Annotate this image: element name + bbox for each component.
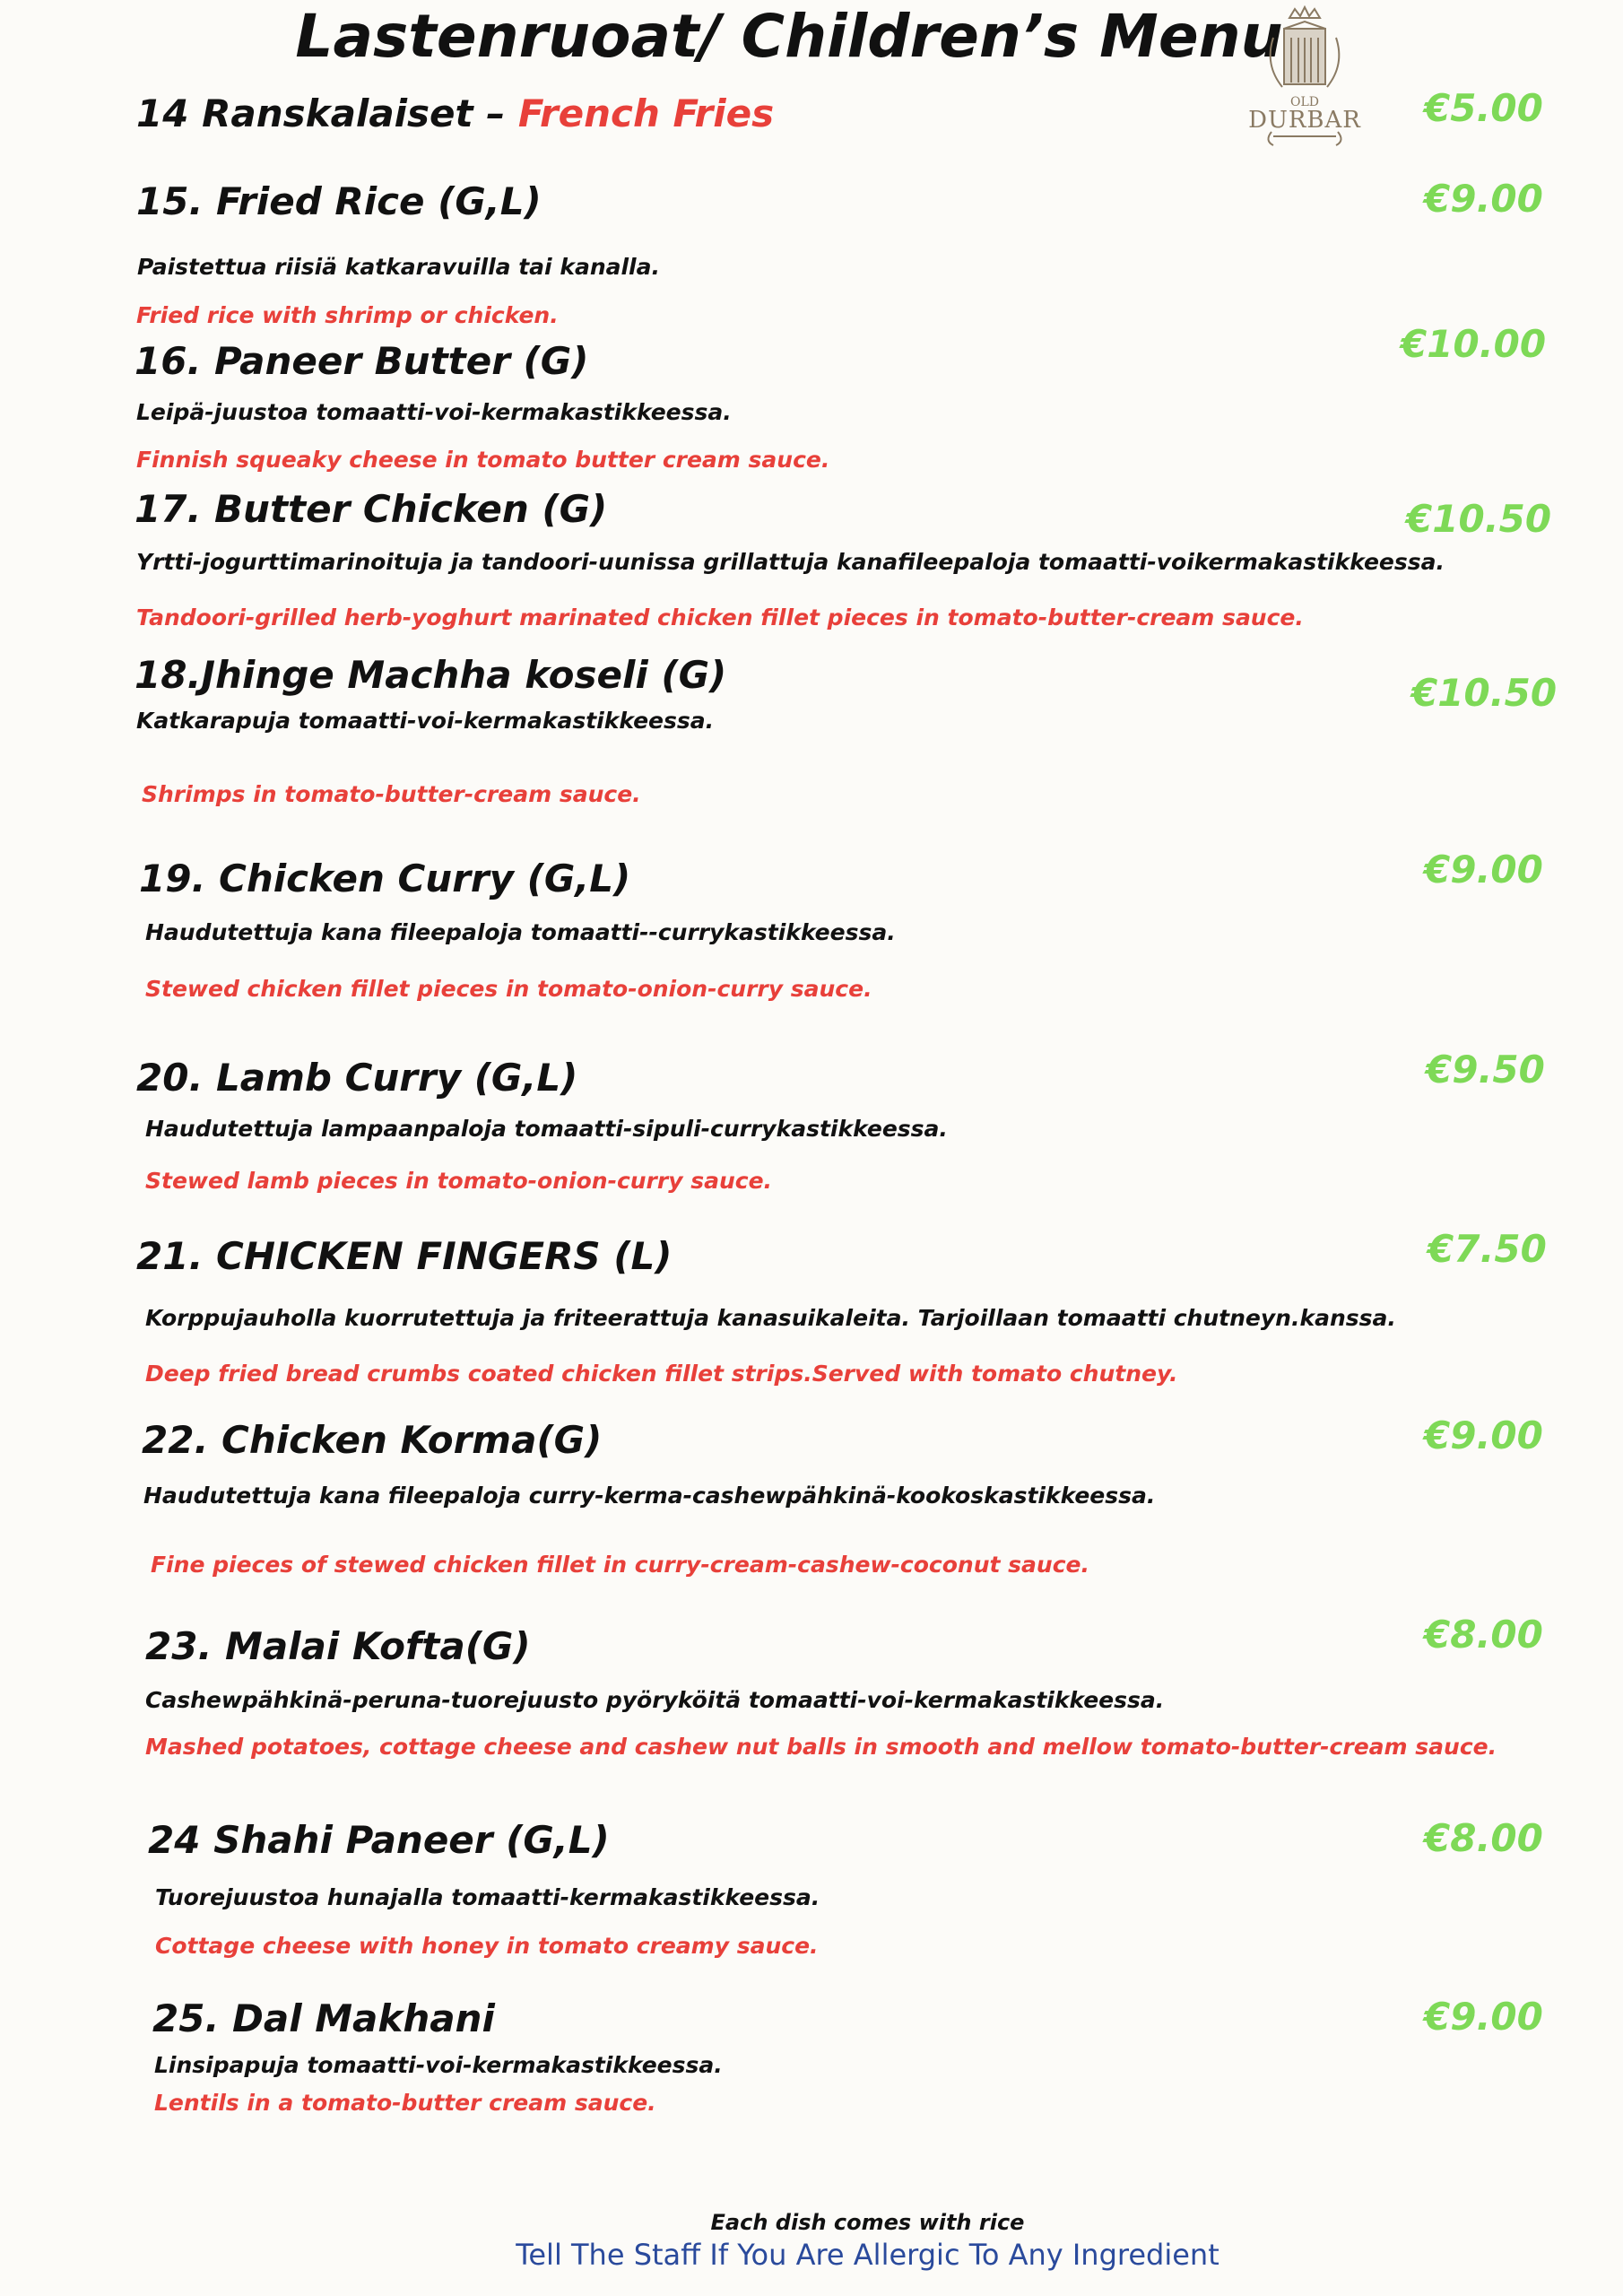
item-description-en: Lentils in a tomato-butter cream sauce. xyxy=(154,2090,656,2116)
item-description-en: Stewed lamb pieces in tomato-onion-curry sauce. xyxy=(145,1168,773,1194)
item-price: €9.00 xyxy=(1424,1413,1543,1457)
item-price: €10.50 xyxy=(1406,497,1552,541)
item-description-en: Cottage cheese with honey in tomato creamy sauce. xyxy=(155,1933,819,1959)
item-description-fi: Korppujauholla kuorrutettuja ja friteerattuja kanasuikaleita. Tarjoillaan tomaatti chutneyn.kanssa. xyxy=(145,1305,1396,1331)
restaurant-logo xyxy=(1246,2,1363,154)
item-price: €5.00 xyxy=(1424,86,1543,130)
item-description-en: Mashed potatoes, cottage cheese and cashew nut balls in smooth and mellow tomato-butter-cream sauce. xyxy=(145,1734,1497,1760)
item-description-fi: Paistettua riisiä katkaravuilla tai kanalla. xyxy=(137,254,660,280)
item-price: €9.00 xyxy=(1424,1995,1543,2039)
allergy-note: Tell The Staff If You Are Allergic To Any Ingredient xyxy=(516,2238,1219,2272)
item-price: €9.50 xyxy=(1426,1048,1545,1091)
item-description-en: Fine pieces of stewed chicken fillet in curry-cream-cashew-coconut sauce. xyxy=(151,1552,1089,1578)
item-description-fi: Leipä-juustoa tomaatti-voi-kermakastikkeessa. xyxy=(136,399,732,425)
item-price: €9.00 xyxy=(1424,848,1543,891)
item-description-en: Fried rice with shrimp or chicken. xyxy=(136,302,559,328)
item-name: 17. Butter Chicken (G) xyxy=(135,487,608,531)
item-name-fi: 14 Ranskalaiset – xyxy=(136,91,518,135)
rice-note: Each dish comes with rice xyxy=(710,2210,1025,2235)
item-name: 22. Chicken Korma(G) xyxy=(142,1418,603,1462)
item-name: 25. Dal Makhani xyxy=(152,1996,495,2040)
item-description-fi: Linsipapuja tomaatti-voi-kermakastikkeessa. xyxy=(154,2052,723,2078)
item-price: €10.50 xyxy=(1411,671,1558,715)
item-description-fi: Haudutettuja kana fileepaloja curry-kerma-cashewpähkinä-kookoskastikkeessa. xyxy=(143,1483,1156,1509)
item-price: €10.00 xyxy=(1401,322,1547,366)
item-name xyxy=(136,91,774,135)
item-price: €9.00 xyxy=(1424,177,1543,221)
item-name: 21. CHICKEN FINGERS (L) xyxy=(136,1234,673,1278)
item-name: 18.Jhinge Machha koseli (G) xyxy=(135,653,727,697)
item-description-en: Tandoori-grilled herb-yoghurt marinated chicken fillet pieces in tomato-butter-cream sauce. xyxy=(136,604,1304,631)
item-description-fi: Tuorejuustoa hunajalla tomaatti-kermakastikkeessa. xyxy=(155,1884,820,1910)
logo-top-text: OLD xyxy=(1290,95,1319,109)
item-price: €8.00 xyxy=(1424,1613,1543,1657)
item-description-fi: Haudutettuja lampaanpaloja tomaatti-sipuli-currykastikkeessa. xyxy=(145,1116,948,1142)
item-description-fi: Yrtti-jogurttimarinoituja ja tandoori-uunissa grillattuja kanafileepaloja tomaatti-voikermakastikkeessa. xyxy=(136,549,1445,575)
item-price: €8.00 xyxy=(1424,1816,1543,1860)
item-name: 23. Malai Kofta(G) xyxy=(145,1624,531,1668)
item-description-fi: Katkarapuja tomaatti-voi-kermakastikkeessa. xyxy=(136,708,715,734)
item-description-en: Deep fried bread crumbs coated chicken fillet strips.Served with tomato chutney. xyxy=(145,1361,1178,1387)
item-name: 19. Chicken Curry (G,L) xyxy=(139,857,631,900)
item-description-fi: Haudutettuja kana fileepaloja tomaatti--currykastikkeessa. xyxy=(145,919,896,945)
item-description-en: Stewed chicken fillet pieces in tomato-onion-curry sauce. xyxy=(145,976,872,1002)
item-name: 16. Paneer Butter (G) xyxy=(135,339,589,383)
item-name: 15. Fried Rice (G,L) xyxy=(136,179,542,223)
item-description-fi: Cashewpähkinä-peruna-tuorejuusto pyöryköitä tomaatti-voi-kermakastikkeessa. xyxy=(145,1687,1165,1713)
logo-brand-text: DURBAR xyxy=(1248,107,1361,134)
menu-title: Lastenruoat/ Children’s Menu xyxy=(295,2,1283,71)
item-description-en: Finnish squeaky cheese in tomato butter cream sauce. xyxy=(136,447,830,473)
item-name: 24 Shahi Paneer (G,L) xyxy=(148,1818,610,1862)
item-price: €7.50 xyxy=(1428,1227,1547,1271)
item-description-en: Shrimps in tomato-butter-cream sauce. xyxy=(142,781,641,807)
item-name-en: French Fries xyxy=(517,91,775,135)
item-name: 20. Lamb Curry (G,L) xyxy=(136,1056,578,1100)
